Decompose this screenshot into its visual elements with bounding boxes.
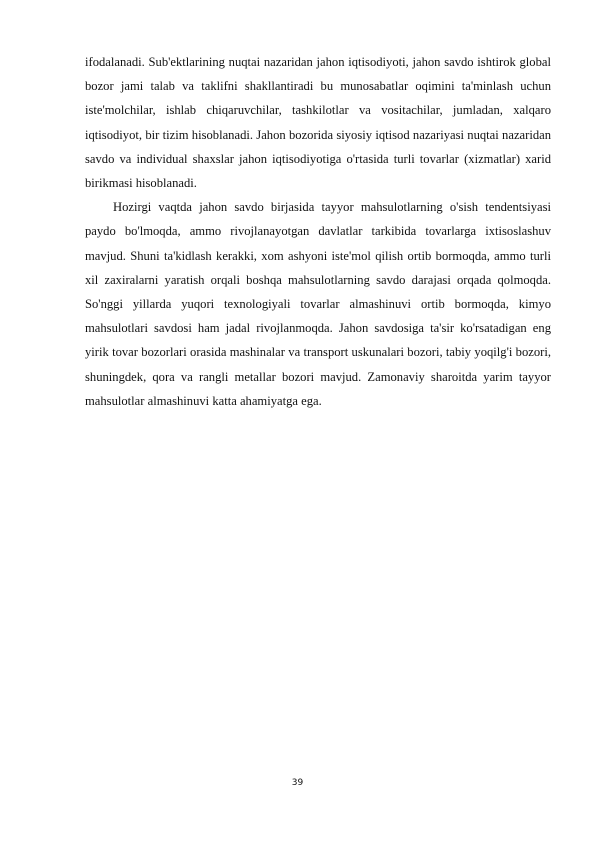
paragraph-1: ifodalanadi. Sub'ektlarining nuqtai nazaridan jahon iqtisodiyoti, jahon savdo ishtirok global bozor jami talab va taklifni shakllantiradi bu munosabatlar oqimini ta'minlash uchun iste'molchilar, ishlab chiqaruvchilar, tashkilotlar va vositachilar, jumladan, xalqaro iqtisodiyot, bir tizim hisoblanadi. Jahon bozorida siyosiy iqtisod nazariyasi nuqtai nazaridan savdo va individual shaxslar jahon iqtisodiyotiga o'rtasida turli tovarlar (xizmatlar) xarid birikmasi hisoblanadi.: [85, 55, 551, 191]
body-text: [85, 50, 551, 413]
paragraph-2: Hozirgi vaqtda jahon savdo birjasida tayyor mahsulotlarning o'sish tendentsiyasi paydo bo'lmoqda, ammo rivojlanayotgan davlatlar tarkibida tovarlarga ixtisoslashuv mavjud. Shuni ta'kidlash kerakki, xom ashyoni iste'mol qilish ortib bormoqda, ammo turli xil zaxiralarni yaratish orqali boshqa mahsulotlarning savdo darajasi orqada qolmoqda. So'nggi yillarda yuqori texnologiyali tovarlar almashinuvi ortib bormoqda, kimyo mahsulotlari savdosi ham jadal rivojlanmoqda. Jahon savdosiga ta'sir ko'rsatadigan eng yirik tovar bozorlari orasida mashinalar va transport uskunalari bozori, tabiy yoqilg'i bozori, shuningdek, qora va rangli metallar bozori mavjud. Zamonaviy sharoitda yarim tayyor mahsulotlar almashinuvi katta ahamiyatga ega.: [85, 200, 551, 408]
page-number: 39: [291, 778, 304, 788]
